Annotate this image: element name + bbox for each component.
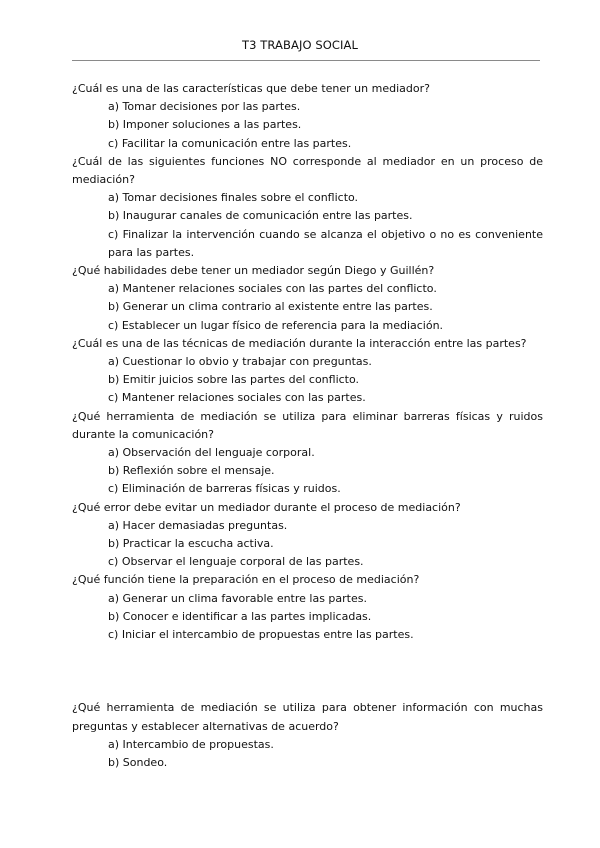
question-block [72,262,543,335]
question-text: ¿Qué habilidades debe tener un mediador según Diego y Guillén? [72,264,435,278]
question-list [72,80,543,772]
answer-option: c) Facilitar la comunicación entre las partes. [108,136,352,150]
answer-option: a) Hacer demasiadas preguntas. [108,518,288,532]
answer-option: b) Inaugurar canales de comunicación entre las partes. [108,209,413,223]
question-block [72,335,543,408]
question-text: ¿Qué herramienta de mediación se utiliza para eliminar barreras físicas y ruidos durante la comunicación? [72,409,543,441]
answer-option: c) Iniciar el intercambio de propuestas entre las partes. [108,628,414,642]
answer-option: a) Intercambio de propuestas. [108,737,274,751]
question-text: ¿Cuál de las siguientes funciones NO corresponde al mediador en un proceso de mediación? [72,154,543,187]
header-divider [72,60,540,61]
answer-option: b) Emitir juicios sobre las partes del conflicto. [108,373,360,387]
question-text: ¿Cuál es una de las técnicas de mediación durante la interacción entre las partes? [72,336,527,350]
answer-option: b) Practicar la escucha activa. [108,537,274,551]
answer-option: a) Mantener relaciones sociales con las partes del conflicto. [108,282,437,296]
answer-option: c) Eliminación de barreras físicas y ruidos. [108,482,341,496]
question-block [72,699,543,772]
answer-option: b) Sondeo. [108,755,168,769]
answer-option: c) Mantener relaciones sociales con las partes. [108,391,366,405]
answer-option: a) Tomar decisiones finales sobre el conflicto. [108,191,359,205]
question-block [72,408,543,499]
question-text: ¿Qué herramienta de mediación se utiliza para obtener información con muchas preguntas y establecer alternativas de acuerdo? [72,701,543,733]
answer-option: a) Cuestionar lo obvio y trabajar con preguntas. [108,355,372,369]
question-block [72,499,543,572]
answer-option: a) Tomar decisiones por las partes. [108,100,301,114]
page-header: T3 TRABAJO SOCIAL [241,38,358,52]
question-text: ¿Qué error debe evitar un mediador durante el proceso de mediación? [72,500,461,514]
question-text: ¿Cuál es una de las características que debe tener un mediador? [72,82,430,95]
answer-option: a) Observación del lenguaje corporal. [108,446,315,460]
answer-option: c) Observar el lenguaje corporal de las partes. [108,555,364,569]
answer-option: b) Conocer e identificar a las partes implicadas. [108,609,372,623]
answer-option: b) Generar un clima contrario al existente entre las partes. [108,300,433,314]
answer-option: c) Finalizar la intervención cuando se alcanza el objetivo o no es conveniente para las partes. [108,227,543,259]
section-spacer [72,644,543,699]
answer-option: c) Establecer un lugar físico de referencia para la mediación. [108,318,444,332]
question-block [72,80,543,153]
answer-option: b) Imponer soluciones a las partes. [108,118,302,132]
answer-option: b) Reflexión sobre el mensaje. [108,464,275,478]
question-text: ¿Qué función tiene la preparación en el proceso de mediación? [72,573,420,587]
question-block [72,571,543,644]
question-block [72,153,543,262]
answer-option: a) Generar un clima favorable entre las partes. [108,591,367,605]
